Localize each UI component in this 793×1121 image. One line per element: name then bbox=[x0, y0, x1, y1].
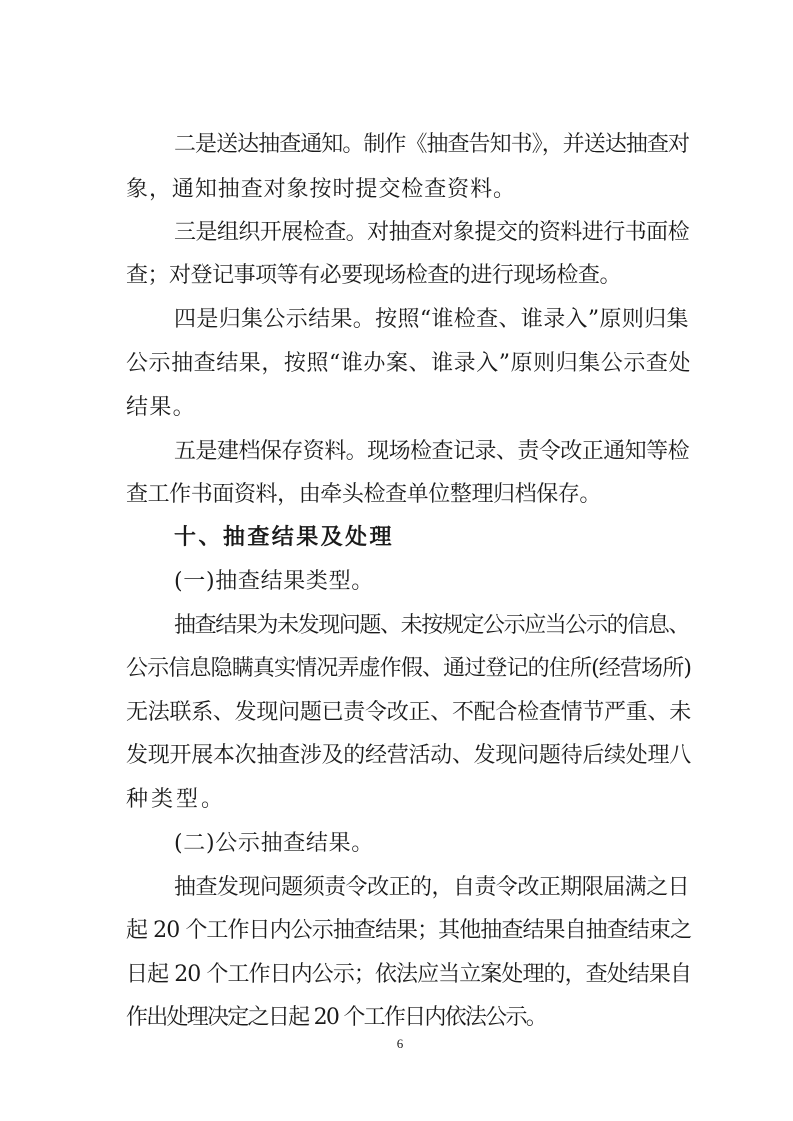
paragraph-line: 发现开展本次抽查涉及的经营活动、发现问题待后续处理八 bbox=[126, 743, 691, 768]
paragraph-line: 作出处理决定之日起 20 个工作日内依法公示。 bbox=[126, 1005, 546, 1030]
subsection-heading: (一)抽查结果类型。 bbox=[174, 569, 374, 594]
paragraph-line: 五是建档保存资料。现场检查记录、责令改正通知等检 bbox=[174, 439, 690, 464]
paragraph-line: 象，通知抽查对象按时提交检查资料。 bbox=[126, 177, 516, 202]
paragraph-line: 日起 20 个工作日内公示；依法应当立案处理的，查处结果自 bbox=[126, 962, 692, 987]
subsection-heading: (二)公示抽查结果。 bbox=[174, 831, 374, 856]
paragraph-line: 种类型。 bbox=[126, 787, 227, 812]
paragraph-line: 结果。 bbox=[126, 395, 196, 420]
paragraph-line: 四是归集公示结果。按照“谁检查、谁录入”原则归集 bbox=[174, 307, 689, 332]
paragraph-line: 无法联系、发现问题已责令改正、不配合检查情节严重、未 bbox=[126, 700, 691, 725]
section-heading: 十、抽查结果及处理 bbox=[174, 525, 394, 550]
paragraph-line: 公示信息隐瞒真实情况弄虚作假、通过登记的住所(经营场所) bbox=[126, 656, 692, 681]
paragraph-line: 二是送达抽查通知。制作《抽查告知书》，并送达抽查对 bbox=[174, 132, 690, 157]
page-number: 6 bbox=[396, 1036, 404, 1051]
paragraph-line: 三是组织开展检查。对抽查对象提交的资料进行书面检 bbox=[174, 220, 690, 245]
paragraph-line: 抽查发现问题须责令改正的，自责令改正期限届满之日 bbox=[174, 875, 690, 900]
paragraph-line: 查工作书面资料，由牵头检查单位整理归档保存。 bbox=[126, 482, 601, 507]
paragraph-line: 公示抽查结果，按照“谁办案、谁录入”原则归集公示查处 bbox=[126, 351, 692, 376]
paragraph-line: 抽查结果为未发现问题、未按规定公示应当公示的信息、 bbox=[174, 613, 690, 638]
paragraph-line: 查；对登记事项等有必要现场检查的进行现场检查。 bbox=[126, 263, 621, 288]
paragraph-line: 起 20 个工作日内公示抽查结果；其他抽查结果自抽查结束之 bbox=[126, 918, 692, 943]
